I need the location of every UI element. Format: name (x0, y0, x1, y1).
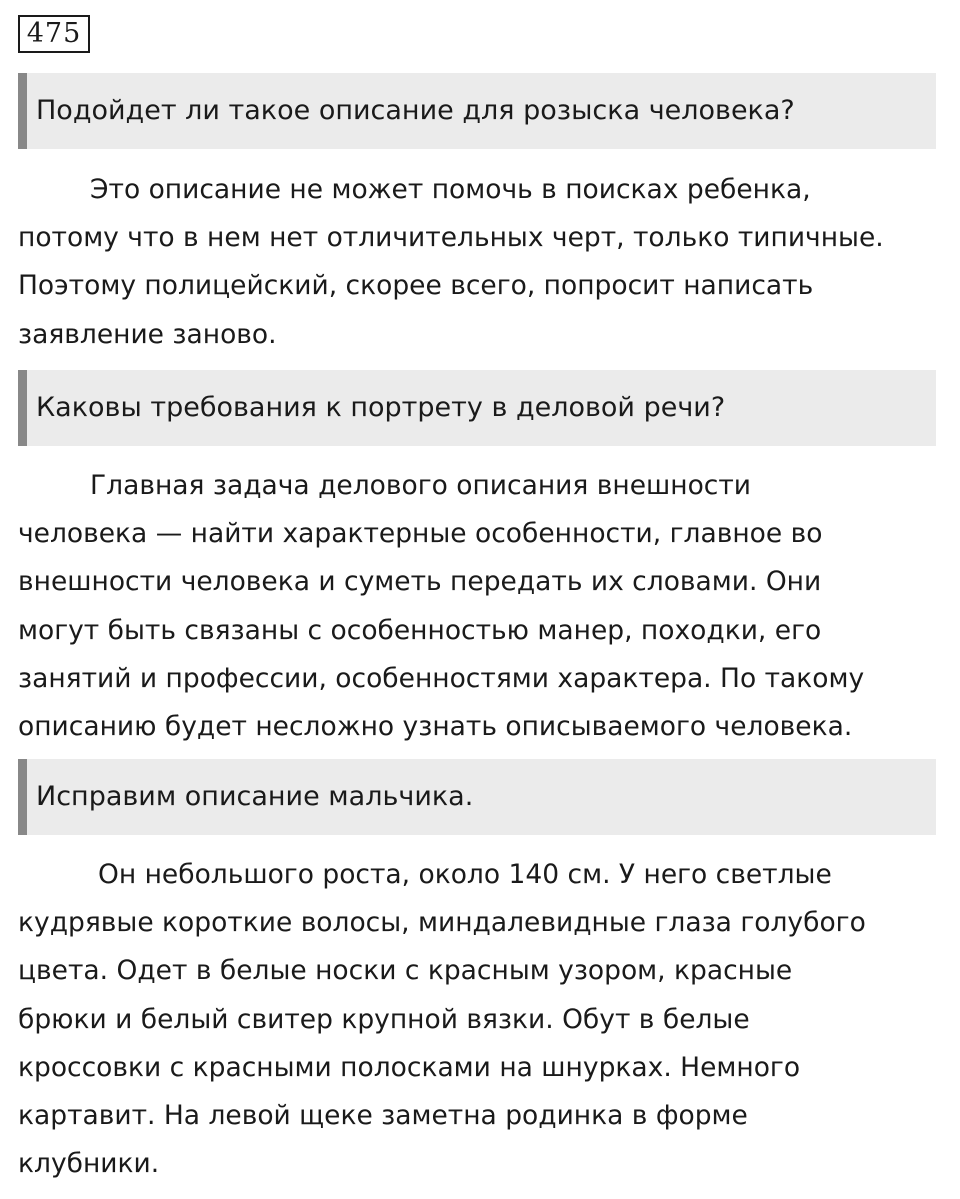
answer-line: потому что в нем нет отличительных черт, только типичные. (18, 222, 884, 254)
answer-line: описанию будет несложно узнать описываемого человека. (18, 711, 853, 743)
answer-line: занятий и профессии, особенностями характера. По такому (18, 662, 865, 694)
task-number-box: 475 (18, 15, 90, 53)
answer-paragraph-2 (18, 462, 948, 751)
answer-line: могут быть связаны с особенностью манер, походки, его (18, 614, 822, 646)
answer-line: кудрявые короткие волосы, миндалевидные глаза голубого (18, 907, 866, 939)
answer-line: Главная задача делового описания внешности (90, 470, 752, 501)
answer-line: внешности человека и суметь передать их словами. Они (18, 566, 822, 598)
answer-line: клубники. (18, 1148, 160, 1180)
question-heading-2: Каковы требования к портрету в деловой речи? (18, 370, 936, 446)
question-heading-1: Подойдет ли такое описание для розыска человека? (18, 73, 936, 149)
answer-line: Он небольшого роста, около 140 см. У него светлые (98, 859, 832, 890)
answer-line: брюки и белый свитер крупной вязки. Обут в белые (18, 1003, 750, 1035)
answer-paragraph-3 (18, 851, 948, 1188)
answer-line: кроссовки с красными полосками на шнурках. Немного (18, 1051, 801, 1083)
question-heading-3: Исправим описание мальчика. (18, 759, 936, 835)
answer-paragraph-1 (18, 166, 948, 359)
answer-line: Это описание не может помочь в поисках ребенка, (90, 174, 811, 205)
answer-line: Поэтому полицейский, скорее всего, попросит написать (18, 270, 814, 302)
answer-line: заявление заново. (18, 318, 277, 350)
answer-line: цвета. Одет в белые носки с красным узором, красные (18, 955, 793, 987)
answer-line: картавит. На левой щеке заметна родинка в форме (18, 1100, 748, 1132)
answer-line: человека — найти характерные особенности, главное во (18, 518, 823, 550)
